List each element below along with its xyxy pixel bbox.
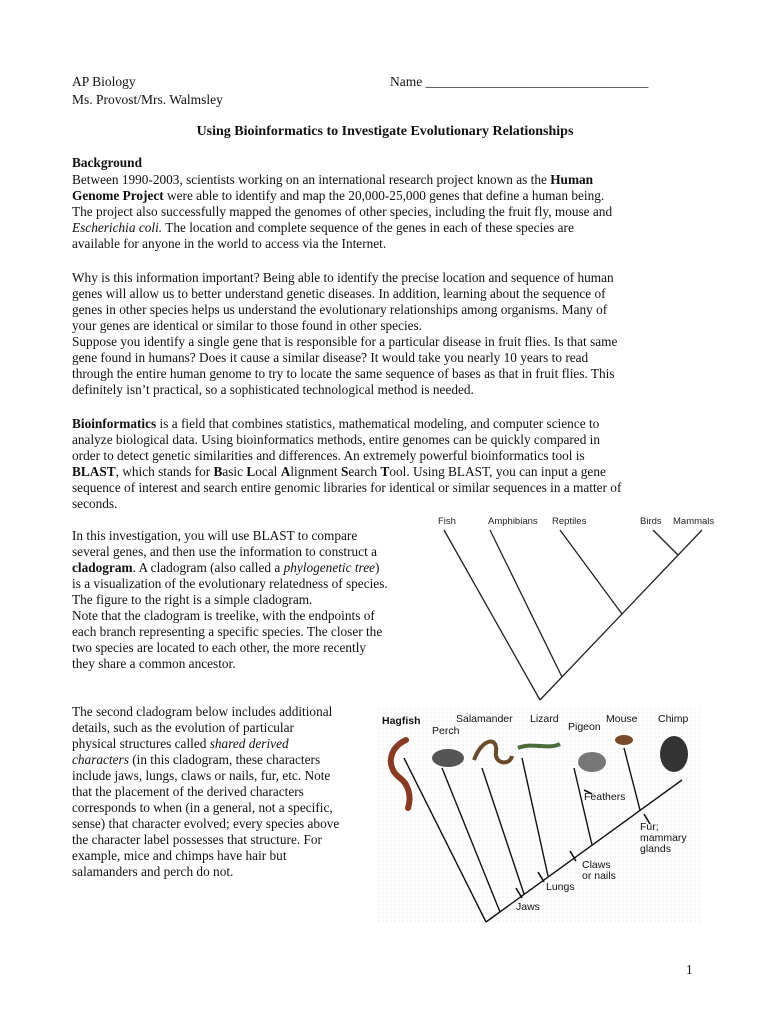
character-label: Lungs: [546, 881, 575, 893]
branch-birds: [653, 530, 678, 555]
background-paragraph-2: Why is this information important? Being able to identify the precise location and sequence of human genes will allow us to better understand genetic diseases. In addition, learning about the sequence of genes in other species helps us understand the evolutionary relationships among organisms. Many of your genes are identical or similar to those found in other species. Suppose you identify a single gene that is responsible for a particular disease in fruit flies. Is that same gene found in humans? Does it cause a similar disease? It would take you nearly 10 years to read through the entire human genome to try to locate the same sequence of bases as that in fruit flies. This definitely isn’t practical, so a sophisticated technological method is needed.: [72, 270, 618, 397]
course-name: AP Biology: [72, 74, 136, 89]
taxon-label: Amphibians: [488, 516, 538, 527]
background-paragraph-1: Between 1990-2003, scientists working on an international research project known as the Human Genome Project were able to identify and map the 20,000-25,000 genes that define a human being. The project also successfully mapped the genomes of other species, including the fruit fly, mouse and Escherichia coli. The location and complete sequence of the genes in each of these species are available for anyone in the world to access via the Internet.: [72, 172, 613, 251]
character-label-claws-or-nails: Claws or nails: [582, 859, 616, 882]
taxon-label: Perch: [432, 725, 460, 737]
character-label: Feathers: [584, 791, 626, 803]
simple-cladogram: [430, 512, 730, 704]
taxon-label: Lizard: [530, 713, 559, 725]
pigeon-icon: [578, 752, 606, 772]
bioinformatics-paragraph: Bioinformatics is a field that combines statistics, mathematical modeling, and computer science to analyze biological data. Using bioinformatics methods, entire genomes can be quickly compared in order to detect genetic similarities and differences. An extremely powerful bioinformatics tool is BLAST, which stands for Basic Local Alignment Search Tool. Using BLAST, you can input a gene sequence of interest and search entire genomic libraries for identical or similar sequences in a matter of seconds.: [72, 416, 622, 511]
mouse-icon: [615, 735, 633, 745]
taxon-label: Hagfish: [382, 715, 421, 727]
character-label-fur: Fur; mammary glands: [640, 821, 687, 855]
taxon-label: Pigeon: [568, 721, 601, 733]
perch-icon: [432, 749, 464, 767]
taxon-label: Salamander: [456, 713, 513, 725]
name-field: [390, 73, 648, 91]
name-label: Name: [390, 74, 423, 89]
background-heading: Background: [72, 155, 142, 170]
dotted-background: [378, 708, 700, 924]
teacher-names: Ms. Provost/Mrs. Walmsley: [72, 92, 223, 107]
taxon-label: Chimp: [658, 713, 689, 725]
name-line: _________________________________: [425, 74, 649, 89]
derived-characters-paragraph: The second cladogram below includes additional details, such as the evolution of particular physical structures called shared derived characters (in this cladogram, these characters include jaws, lungs, claws or nails, fur, etc. Note that the placement of the derived characters corresponds to when (in a general, not a specific, sense) that character evolved; every species above the character label possesses that structure. For example, mice and chimps have hair but salamanders and perch do not.: [72, 704, 340, 879]
branch-fish: [444, 530, 540, 700]
character-label: Jaws: [516, 901, 540, 913]
taxon-label: Mouse: [606, 713, 638, 725]
cladogram-intro-paragraph: In this investigation, you will use BLAST to compare several genes, and then use the information to construct a cladogram. A cladogram (also called a phylogenetic tree) is a visualization of the evolutionary relatedness of species. The figure to the right is a simple cladogram. Note that the cladogram is treelike, with the endpoints of each branch representing a specific species. The closer the two species are located to each other, the more recently they share a common ancestor.: [72, 528, 388, 671]
branch-amphibians: [490, 530, 562, 677]
branch-mammals: [540, 530, 702, 700]
taxon-label: Reptiles: [552, 516, 587, 527]
page-title: Using Bioinformatics to Investigate Evolutionary Relationships: [196, 124, 574, 139]
taxon-label: Birds: [640, 516, 662, 527]
chimp-icon: [660, 736, 688, 772]
lizard-icon: [518, 744, 560, 748]
taxon-label: Mammals: [673, 516, 715, 527]
branch-reptiles: [560, 530, 622, 614]
taxon-label: Fish: [438, 516, 456, 527]
page-number: 1: [686, 962, 693, 977]
detailed-cladogram: [378, 708, 700, 924]
